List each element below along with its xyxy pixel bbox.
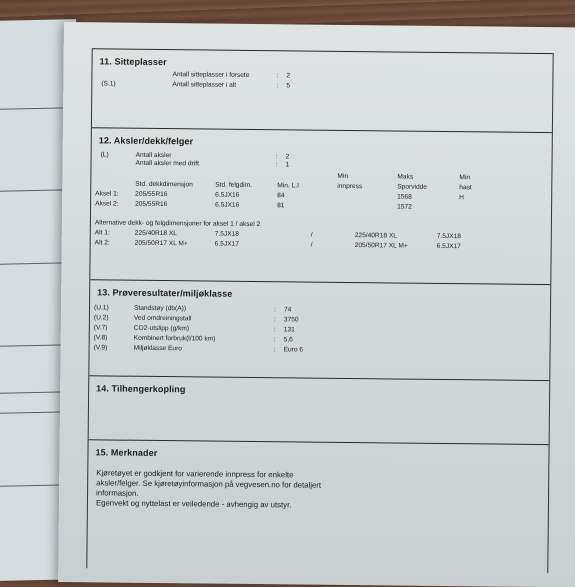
field-colon: : (273, 316, 276, 324)
field-value: 74 (283, 306, 292, 314)
alt-rim-axle2: 7.5JX18 (436, 232, 462, 241)
remark-line: Kjøretøyet er godkjent for varierende innpress for enkelte (96, 468, 294, 480)
alt-tire-axle2: 225/40R18 XL (354, 232, 397, 240)
field-value: 2 (286, 72, 291, 80)
registration-document-page (58, 22, 575, 587)
col-header: Sporvidde (397, 183, 428, 191)
alt-tire-axle1: 205/50R17 XL M+ (134, 239, 188, 248)
section-sitteplasser (92, 48, 553, 133)
field-value: 5,6 (283, 336, 293, 344)
col-header: Maks (397, 173, 414, 181)
axle-name: Aksel 2: (95, 200, 119, 208)
col-header: Min (337, 172, 349, 180)
field-colon: : (276, 72, 279, 80)
field-value: 2 (285, 153, 290, 161)
field-label: CO2-utslipp (g/km) (133, 324, 190, 333)
field-code: (U.1) (93, 304, 109, 312)
col-header: Min (459, 174, 471, 182)
alt-slash: / (310, 231, 313, 239)
section-merknader (87, 439, 548, 574)
remark-line: aksler/felger. Se kjøretøyinformasjon på vegvesen.no for detaljert (96, 478, 322, 490)
field-code: (U.2) (93, 314, 109, 322)
axle-speed: H (459, 194, 464, 202)
alt-tire-axle2: 205/50R17 XL M+ (354, 242, 408, 250)
field-value: 3750 (283, 316, 299, 324)
field-colon: : (275, 153, 278, 161)
field-label: Antall aksler (135, 151, 172, 160)
col-header: Min. L.I (277, 182, 299, 190)
col-header: Std. dekkdimensjon (135, 180, 193, 189)
field-colon: : (273, 326, 276, 334)
alt-rim-axle2: 6.5JX17 (436, 242, 461, 251)
alt-heading: Alternative dekk- og felgdimensjoner for aksel 1 / aksel 2 (94, 219, 261, 229)
remark-line: Egenvekt og nyttelast er veiledende - avhengig av utstyr. (95, 498, 292, 510)
section-title: 11. Sitteplasser (99, 56, 167, 68)
field-label: Antall aksler med drift (135, 159, 199, 168)
alt-name: Alt 1: (94, 229, 110, 237)
col-header: Std. felgdim. (215, 181, 252, 189)
field-colon: : (273, 346, 276, 354)
field-value: 5 (286, 82, 291, 90)
field-code: (V.9) (93, 344, 108, 352)
field-code: (V.8) (93, 334, 108, 342)
axle-rim: 6.5JX16 (215, 201, 240, 209)
axle-track: 1568 (397, 193, 412, 201)
field-code: (L) (100, 151, 109, 159)
document-frame (86, 48, 553, 573)
section-title: 15. Merknader (95, 447, 158, 459)
field-label: Ved omdreiningstall (133, 314, 192, 323)
alt-slash: / (310, 241, 313, 249)
field-colon: : (275, 161, 278, 169)
alt-rim-axle1: 6.5JX17 (214, 240, 239, 248)
field-colon: : (276, 82, 279, 90)
axle-load-index: 81 (277, 202, 285, 210)
alt-rim-axle1: 7.5JX18 (214, 230, 240, 238)
axle-load-index: 84 (277, 192, 285, 200)
field-value: 1 (285, 161, 290, 169)
col-header: hast (459, 184, 472, 192)
field-code: (V.7) (93, 324, 108, 332)
field-label: Miljøklasse Euro (133, 344, 182, 353)
field-colon: : (273, 336, 276, 344)
section-title: 12. Aksler/dekk/felger (98, 135, 194, 147)
alt-tire-axle1: 225/40R18 XL (134, 229, 177, 238)
section-title: 14. Tilhengerkopling (96, 383, 186, 395)
col-header: innpress (337, 182, 363, 191)
axle-rim: 6.5JX16 (215, 191, 240, 199)
axle-tire: 205/55R16 (135, 200, 168, 209)
field-label: Antall sitteplasser i alt (172, 81, 237, 89)
axle-tire: 205/55R16 (135, 190, 168, 199)
field-value: Euro 6 (283, 346, 304, 354)
axle-name: Aksel 1: (95, 190, 119, 198)
field-code: (S.1) (101, 80, 116, 88)
field-value: 131 (283, 326, 295, 334)
alt-name: Alt 2: (94, 239, 110, 247)
remark-line: informasjon. (96, 488, 139, 498)
field-colon: : (273, 306, 276, 314)
field-label: Kombinert forbruk(l/100 km) (133, 334, 216, 343)
section-tilhengerkopling (89, 375, 550, 445)
section-proveresultater (89, 279, 550, 381)
section-aksler-dekk-felger (90, 127, 552, 285)
field-label: Standstøy (db(A)) (133, 304, 187, 313)
section-title: 13. Prøveresultater/miljøklasse (97, 287, 233, 299)
axle-track: 1572 (397, 203, 412, 211)
field-label: Antall sitteplasser i forsete (172, 71, 250, 79)
